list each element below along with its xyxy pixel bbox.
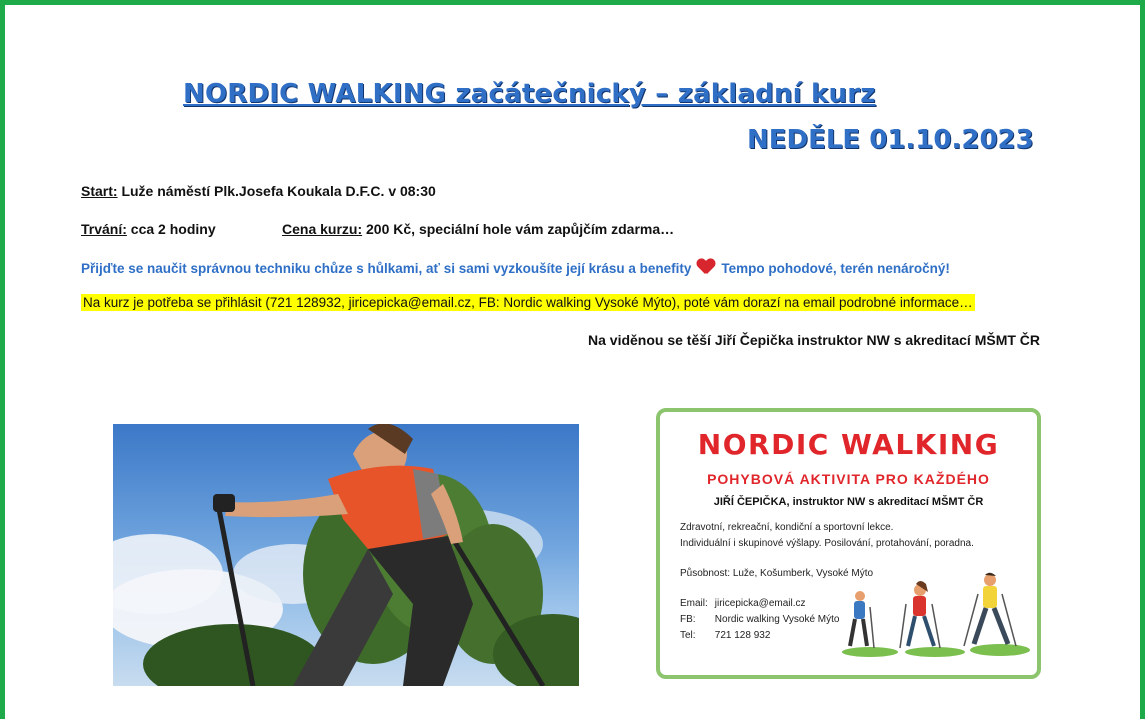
walkers-illustration	[840, 572, 1030, 658]
card-activities: Individuální i skupinové výšlapy. Posilování, protahování, poradna.	[680, 538, 974, 549]
email-label: Email:	[680, 598, 708, 609]
fb-label: FB:	[680, 614, 696, 625]
tel-value: 721 128 932	[714, 630, 771, 641]
price-value: 200 Kč, speciální hole vám zapůjčím zdarma…	[362, 221, 675, 237]
card-title: NORDIC WALKING	[697, 428, 1000, 461]
walker-photo-illustration	[113, 424, 579, 686]
card-area: Působnost: Luže, Košumberk, Vysoké Mýto	[680, 568, 874, 579]
start-value: Luže náměstí Plk.Josefa Koukala D.F.C. v 08:30	[117, 183, 436, 199]
start-line	[81, 183, 436, 199]
fb-value: Nordic walking Vysoké Mýto	[714, 614, 840, 625]
instructor-card	[656, 408, 1041, 679]
tel-label: Tel:	[680, 630, 696, 641]
duration-value: cca 2 hodiny	[126, 221, 216, 237]
duration-label: Trvání:	[81, 221, 127, 237]
signup-note: Na kurz je potřeba se přihlásit (721 128932, jiricepicka@email.cz, FB: Nordic walking Vysoké Mýto), poté vám dorazí na email podrobné informace…	[83, 295, 973, 310]
card-services: Zdravotní, rekreační, kondiční a sportovní lekce.	[680, 522, 894, 533]
email-value: jiricepicka@email.cz	[714, 598, 806, 609]
invite-tempo: Tempo pohodové, terén nenáročný!	[721, 261, 950, 276]
nordic-walker-photo	[113, 424, 579, 686]
card-subtitle: POHYBOVÁ AKTIVITA PRO KAŽDÉHO	[707, 471, 990, 487]
card-fb	[680, 614, 839, 625]
price-line	[282, 221, 674, 237]
invite-line	[81, 259, 950, 276]
signoff: Na viděnou se těší Jiří Čepička instruktor NW s akreditací MŠMT ČR	[588, 332, 1041, 348]
heart-icon	[697, 259, 715, 275]
card-tel	[680, 630, 770, 641]
duration-line	[81, 221, 216, 237]
card-email	[680, 598, 806, 609]
invite-text: Přijďte se naučit správnou techniku chůze s hůlkami, ať si sami vyzkoušíte její krásu a benefity	[81, 261, 692, 276]
page-title: NORDIC WALKING začátečnický – základní kurz	[183, 79, 876, 109]
card-author: JIŘÍ ČEPIČKA, instruktor NW s akreditací MŠMT ČR	[713, 496, 984, 508]
price-label: Cena kurzu:	[282, 221, 363, 237]
event-date: NEDĚLE 01.10.2023	[747, 125, 1034, 155]
start-label: Start:	[81, 183, 118, 199]
